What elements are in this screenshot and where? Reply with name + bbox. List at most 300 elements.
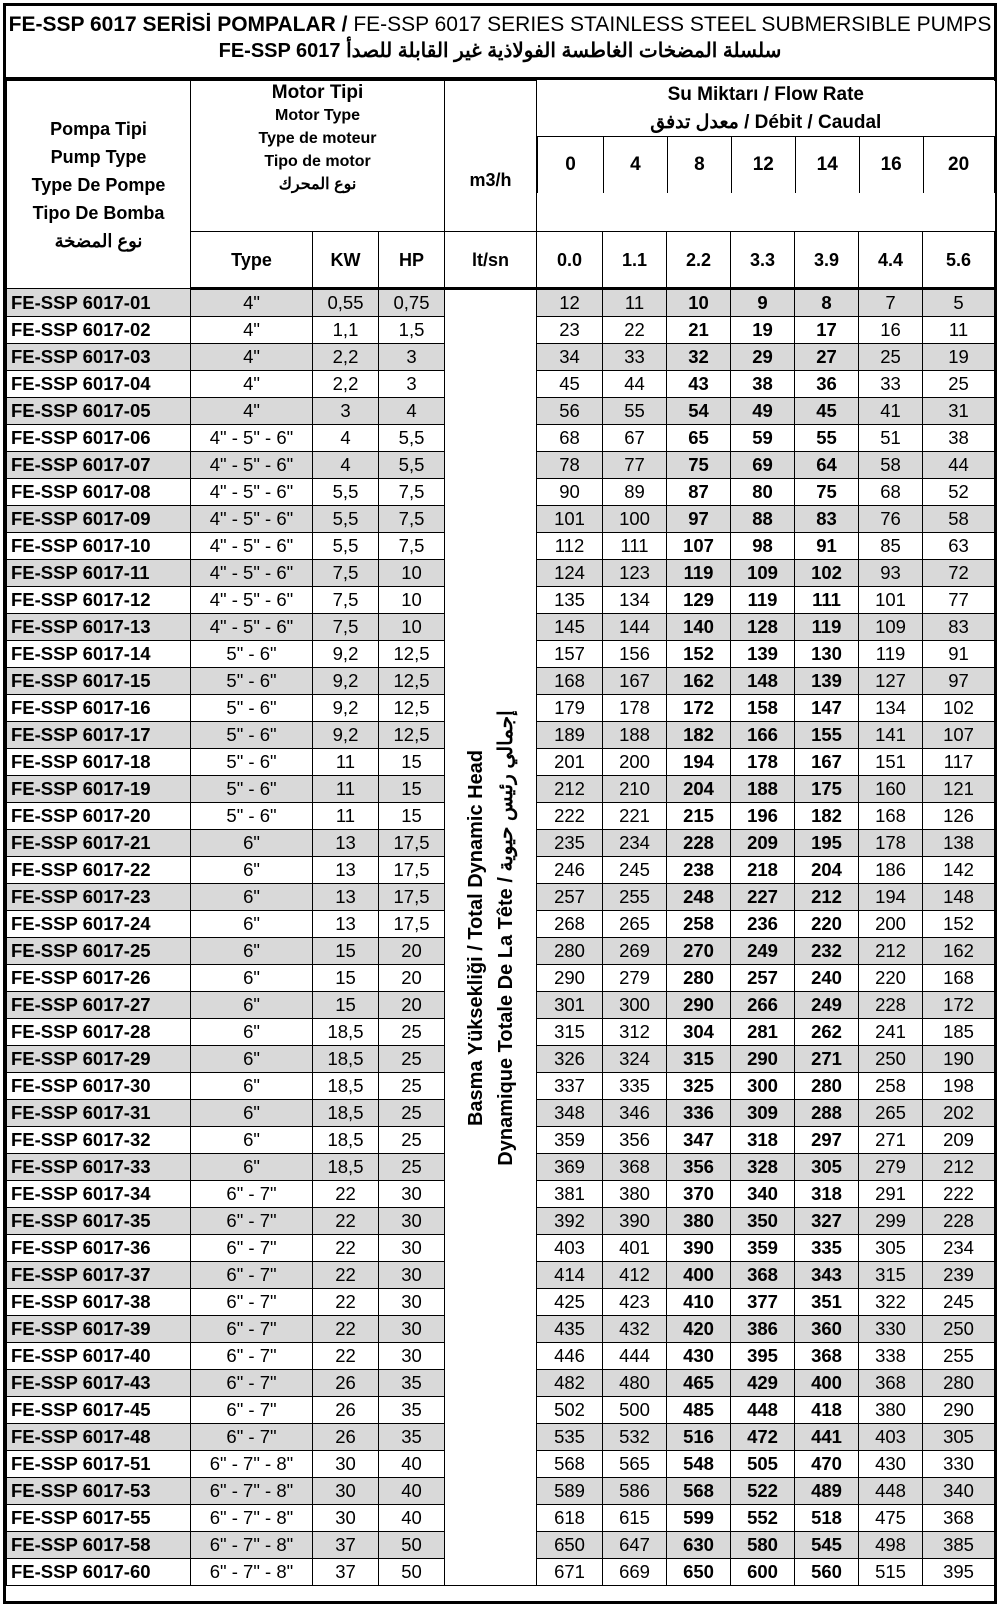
motor-kw: 22: [313, 1316, 379, 1343]
head-value: 448: [859, 1478, 923, 1505]
motor-hp: 25: [379, 1046, 445, 1073]
motor-kw: 11: [313, 803, 379, 830]
motor-size: 4" - 5" - 6": [191, 506, 313, 533]
head-value: 420: [667, 1316, 731, 1343]
motor-size: 4": [191, 371, 313, 398]
pump-model: FE-SSP 6017-13: [7, 614, 191, 641]
head-value: 423: [603, 1289, 667, 1316]
head-value: 64: [795, 452, 859, 479]
head-value: 100: [603, 506, 667, 533]
head-value: 435: [537, 1316, 603, 1343]
head-value: 69: [731, 452, 795, 479]
head-value: 156: [603, 641, 667, 668]
head-value: 279: [603, 965, 667, 992]
head-value: 78: [537, 452, 603, 479]
head-value: 586: [603, 1478, 667, 1505]
motor-size: 4": [191, 398, 313, 425]
motor-hp: 3: [379, 371, 445, 398]
head-value: 202: [923, 1100, 995, 1127]
head-value: 368: [923, 1505, 995, 1532]
motor-hp: 17,5: [379, 911, 445, 938]
head-value: 83: [795, 506, 859, 533]
head-value: 480: [603, 1370, 667, 1397]
head-value: 200: [603, 749, 667, 776]
head-value: 249: [731, 938, 795, 965]
head-value: 328: [731, 1154, 795, 1181]
head-value: 19: [923, 344, 995, 371]
motor-kw: 4: [313, 452, 379, 479]
head-value: 88: [731, 506, 795, 533]
head-value: 335: [603, 1073, 667, 1100]
head-value: 222: [923, 1181, 995, 1208]
head-value: 338: [859, 1343, 923, 1370]
head-value: 232: [795, 938, 859, 965]
unit-ltsn: lt/sn: [445, 232, 537, 289]
head-value: 245: [603, 857, 667, 884]
motor-kw: 18,5: [313, 1154, 379, 1181]
pump-model: FE-SSP 6017-09: [7, 506, 191, 533]
head-value: 465: [667, 1370, 731, 1397]
motor-kw: 7,5: [313, 614, 379, 641]
head-value: 91: [795, 533, 859, 560]
motor-hp: 4: [379, 398, 445, 425]
motor-size: 5" - 6": [191, 695, 313, 722]
head-value: 76: [859, 506, 923, 533]
head-value: 45: [537, 371, 603, 398]
head-value: 34: [537, 344, 603, 371]
motor-size: 6" - 7": [191, 1235, 313, 1262]
head-value: 350: [731, 1208, 795, 1235]
head-value: 195: [795, 830, 859, 857]
pump-model: FE-SSP 6017-58: [7, 1532, 191, 1559]
head-value: 489: [795, 1478, 859, 1505]
head-value: 7: [859, 289, 923, 317]
head-value: 368: [795, 1343, 859, 1370]
head-value: 290: [537, 965, 603, 992]
motor-kw: 18,5: [313, 1019, 379, 1046]
pump-model: FE-SSP 6017-05: [7, 398, 191, 425]
motor-size: 6": [191, 1046, 313, 1073]
motor-hp: 15: [379, 803, 445, 830]
pump-model: FE-SSP 6017-37: [7, 1262, 191, 1289]
motor-hp: 1,5: [379, 317, 445, 344]
motor-hp: 40: [379, 1505, 445, 1532]
pump-model: FE-SSP 6017-12: [7, 587, 191, 614]
motor-hp: 35: [379, 1424, 445, 1451]
flow-header-block: [537, 81, 995, 232]
motor-hp: 25: [379, 1019, 445, 1046]
motor-size: 6" - 7": [191, 1397, 313, 1424]
motor-kw: 2,2: [313, 371, 379, 398]
motor-kw: 30: [313, 1451, 379, 1478]
head-value: 29: [731, 344, 795, 371]
head-value: 305: [859, 1235, 923, 1262]
head-value: 385: [923, 1532, 995, 1559]
pump-model: FE-SSP 6017-53: [7, 1478, 191, 1505]
head-value: 80: [731, 479, 795, 506]
head-value: 326: [537, 1046, 603, 1073]
motor-size: 6": [191, 992, 313, 1019]
head-value: 186: [859, 857, 923, 884]
head-value: 500: [603, 1397, 667, 1424]
head-value: 380: [603, 1181, 667, 1208]
head-value: 410: [667, 1289, 731, 1316]
pump-type-hdr-line-1: Pump Type: [50, 146, 147, 167]
head-value: 5: [923, 289, 995, 317]
head-value: 280: [923, 1370, 995, 1397]
head-value: 185: [923, 1019, 995, 1046]
head-value: 228: [859, 992, 923, 1019]
pump-model: FE-SSP 6017-30: [7, 1073, 191, 1100]
flow-ltsn-5: 4.4: [859, 232, 923, 289]
motor-size: 6": [191, 857, 313, 884]
head-value: 130: [795, 641, 859, 668]
motor-size: 6": [191, 1073, 313, 1100]
flow-ltsn-6: 5.6: [923, 232, 995, 289]
motor-size: 6" - 7" - 8": [191, 1532, 313, 1559]
pump-type-hdr-line-0: Pompa Tipi: [50, 118, 147, 139]
head-value: 305: [923, 1424, 995, 1451]
type-header: Type: [191, 232, 313, 289]
pump-model: FE-SSP 6017-02: [7, 317, 191, 344]
motor-size: 6": [191, 1154, 313, 1181]
motor-hp: 25: [379, 1073, 445, 1100]
motor-size: 5" - 6": [191, 803, 313, 830]
head-value: 255: [923, 1343, 995, 1370]
head-value: 212: [859, 938, 923, 965]
motor-hp: 12,5: [379, 695, 445, 722]
head-value: 119: [731, 587, 795, 614]
head-value: 178: [859, 830, 923, 857]
head-value: 12: [537, 289, 603, 317]
head-value: 271: [795, 1046, 859, 1073]
title-line-2: سلسلة المضخات الغاطسة الفولاذية غير القابلة للصدأ FE-SSP 6017: [218, 40, 782, 62]
head-value: 236: [731, 911, 795, 938]
motor-size: 6" - 7": [191, 1316, 313, 1343]
motor-kw: 22: [313, 1262, 379, 1289]
head-value: 346: [603, 1100, 667, 1127]
pump-model: FE-SSP 6017-18: [7, 749, 191, 776]
head-value: 351: [795, 1289, 859, 1316]
head-value: 204: [667, 776, 731, 803]
pump-model: FE-SSP 6017-14: [7, 641, 191, 668]
head-value: 189: [537, 722, 603, 749]
motor-hp: 10: [379, 587, 445, 614]
motor-kw: 13: [313, 857, 379, 884]
head-value: 107: [923, 722, 995, 749]
flow-title-line-1: Débit / Caudal / معدل تدفق: [650, 111, 882, 133]
motor-kw: 26: [313, 1370, 379, 1397]
head-value: 650: [537, 1532, 603, 1559]
head-value: 135: [537, 587, 603, 614]
head-value: 615: [603, 1505, 667, 1532]
motor-hp: 30: [379, 1289, 445, 1316]
head-value: 77: [603, 452, 667, 479]
head-value: 356: [667, 1154, 731, 1181]
head-value: 31: [923, 398, 995, 425]
head-value: 166: [731, 722, 795, 749]
motor-size: 6": [191, 830, 313, 857]
head-value: 87: [667, 479, 731, 506]
motor-size: 4" - 5" - 6": [191, 614, 313, 641]
pump-model: FE-SSP 6017-15: [7, 668, 191, 695]
head-value: 68: [859, 479, 923, 506]
pump-model: FE-SSP 6017-43: [7, 1370, 191, 1397]
motor-hp: 25: [379, 1100, 445, 1127]
head-value: 330: [923, 1451, 995, 1478]
head-value: 129: [667, 587, 731, 614]
pump-model: FE-SSP 6017-33: [7, 1154, 191, 1181]
head-value: 52: [923, 479, 995, 506]
head-value: 258: [667, 911, 731, 938]
head-value: 75: [795, 479, 859, 506]
head-value: 370: [667, 1181, 731, 1208]
head-value: 11: [603, 289, 667, 317]
head-value: 522: [731, 1478, 795, 1505]
head-value: 198: [923, 1073, 995, 1100]
head-value: 255: [603, 884, 667, 911]
head-value: 38: [923, 425, 995, 452]
head-value: 305: [795, 1154, 859, 1181]
motor-hp: 7,5: [379, 479, 445, 506]
head-label-line-2: Dynamique Totale De La Tête / إجمالي رئيس حيوية: [494, 709, 517, 1166]
motor-type-hdr-line-2: Type de moteur: [258, 130, 377, 147]
head-value: 98: [731, 533, 795, 560]
motor-hp: 40: [379, 1451, 445, 1478]
head-value: 51: [859, 425, 923, 452]
motor-hp: 10: [379, 614, 445, 641]
flow-m3h-0: 0: [537, 137, 603, 193]
head-value: 178: [731, 749, 795, 776]
motor-hp: 7,5: [379, 533, 445, 560]
head-value: 158: [731, 695, 795, 722]
head-value: 444: [603, 1343, 667, 1370]
head-value: 58: [859, 452, 923, 479]
head-value: 83: [923, 614, 995, 641]
head-value: 380: [667, 1208, 731, 1235]
head-value: 403: [859, 1424, 923, 1451]
head-value: 505: [731, 1451, 795, 1478]
head-value: 109: [859, 614, 923, 641]
motor-kw: 9,2: [313, 668, 379, 695]
motor-kw: 13: [313, 830, 379, 857]
motor-kw: 7,5: [313, 587, 379, 614]
head-value: 124: [537, 560, 603, 587]
head-value: 144: [603, 614, 667, 641]
head-value: 178: [603, 695, 667, 722]
head-value: 63: [923, 533, 995, 560]
head-value: 227: [731, 884, 795, 911]
head-value: 589: [537, 1478, 603, 1505]
motor-type-hdr-line-0: Motor Tipi: [271, 82, 364, 103]
head-value: 448: [731, 1397, 795, 1424]
head-value: 16: [859, 317, 923, 344]
motor-kw: 22: [313, 1235, 379, 1262]
head-value: 43: [667, 371, 731, 398]
head-value: 9: [731, 289, 795, 317]
head-value: 134: [859, 695, 923, 722]
head-value: 138: [923, 830, 995, 857]
motor-size: 6" - 7": [191, 1181, 313, 1208]
head-value: 518: [795, 1505, 859, 1532]
head-value: 545: [795, 1532, 859, 1559]
head-value: 109: [731, 560, 795, 587]
head-value: 145: [537, 614, 603, 641]
kw-header: KW: [313, 232, 379, 289]
head-value: 300: [731, 1073, 795, 1100]
head-value: 141: [859, 722, 923, 749]
title-bold: FE-SSP 6017 SERİSİ POMPALAR /: [8, 13, 348, 36]
head-value: 175: [795, 776, 859, 803]
head-value: 97: [667, 506, 731, 533]
head-value: 290: [923, 1397, 995, 1424]
motor-kw: 0,55: [313, 289, 379, 317]
motor-kw: 9,2: [313, 641, 379, 668]
motor-size: 6" - 7": [191, 1424, 313, 1451]
pump-type-hdr-line-4: نوع المضخة: [54, 230, 143, 251]
pump-model: FE-SSP 6017-20: [7, 803, 191, 830]
motor-hp: 7,5: [379, 506, 445, 533]
motor-hp: 12,5: [379, 722, 445, 749]
head-value: 142: [923, 857, 995, 884]
motor-kw: 30: [313, 1505, 379, 1532]
flow-m3h-2: 8: [667, 137, 731, 193]
head-value: 228: [923, 1208, 995, 1235]
motor-kw: 15: [313, 992, 379, 1019]
flow-m3h-1: 4: [603, 137, 667, 193]
motor-size: 6": [191, 911, 313, 938]
motor-kw: 37: [313, 1532, 379, 1559]
motor-hp: 17,5: [379, 857, 445, 884]
head-value: 568: [537, 1451, 603, 1478]
motor-size: 6": [191, 1100, 313, 1127]
head-value: 89: [603, 479, 667, 506]
head-value: 257: [537, 884, 603, 911]
head-value: 172: [667, 695, 731, 722]
head-value: 599: [667, 1505, 731, 1532]
pump-model: FE-SSP 6017-08: [7, 479, 191, 506]
head-value: 58: [923, 506, 995, 533]
head-value: 265: [603, 911, 667, 938]
head-value: 502: [537, 1397, 603, 1424]
head-value: 356: [603, 1127, 667, 1154]
head-value: 515: [859, 1559, 923, 1586]
motor-size: 6" - 7" - 8": [191, 1478, 313, 1505]
head-value: 258: [859, 1073, 923, 1100]
head-value: 368: [603, 1154, 667, 1181]
motor-kw: 2,2: [313, 344, 379, 371]
head-value: 269: [603, 938, 667, 965]
head-value: 368: [859, 1370, 923, 1397]
motor-size: 6" - 7" - 8": [191, 1505, 313, 1532]
pump-model: FE-SSP 6017-23: [7, 884, 191, 911]
head-value: 36: [795, 371, 859, 398]
head-value: 152: [923, 911, 995, 938]
head-value: 395: [923, 1559, 995, 1586]
hp-header: HP: [379, 232, 445, 289]
head-value: 25: [859, 344, 923, 371]
pump-model: FE-SSP 6017-36: [7, 1235, 191, 1262]
head-value: 221: [603, 803, 667, 830]
head-value: 429: [731, 1370, 795, 1397]
motor-type-header: [191, 81, 445, 232]
head-value: 245: [923, 1289, 995, 1316]
motor-hp: 35: [379, 1370, 445, 1397]
pump-model: FE-SSP 6017-16: [7, 695, 191, 722]
motor-size: 4" - 5" - 6": [191, 425, 313, 452]
pump-model: FE-SSP 6017-21: [7, 830, 191, 857]
flow-title-line-0: Su Miktarı / Flow Rate: [667, 83, 864, 105]
head-value: 123: [603, 560, 667, 587]
motor-hp: 17,5: [379, 884, 445, 911]
head-value: 91: [923, 641, 995, 668]
head-value: 498: [859, 1532, 923, 1559]
head-value: 241: [859, 1019, 923, 1046]
pump-type-header: [7, 81, 191, 289]
pump-model: FE-SSP 6017-25: [7, 938, 191, 965]
pump-model: FE-SSP 6017-39: [7, 1316, 191, 1343]
head-value: 148: [731, 668, 795, 695]
head-value: 22: [603, 317, 667, 344]
head-value: 55: [603, 398, 667, 425]
head-value: 401: [603, 1235, 667, 1262]
head-value: 23: [537, 317, 603, 344]
flow-m3h-5: 16: [859, 137, 923, 193]
head-value: 119: [795, 614, 859, 641]
head-value: 101: [537, 506, 603, 533]
head-value: 128: [731, 614, 795, 641]
head-value: 200: [859, 911, 923, 938]
head-value: 403: [537, 1235, 603, 1262]
head-value: 59: [731, 425, 795, 452]
pump-model: FE-SSP 6017-31: [7, 1100, 191, 1127]
motor-size: 6" - 7" - 8": [191, 1559, 313, 1586]
motor-kw: 1,1: [313, 317, 379, 344]
head-value: 220: [859, 965, 923, 992]
head-value: 196: [731, 803, 795, 830]
motor-size: 6" - 7": [191, 1208, 313, 1235]
head-value: 218: [731, 857, 795, 884]
head-value: 348: [537, 1100, 603, 1127]
head-value: 600: [731, 1559, 795, 1586]
head-value: 390: [667, 1235, 731, 1262]
head-value: 140: [667, 614, 731, 641]
head-value: 107: [667, 533, 731, 560]
head-value: 111: [603, 533, 667, 560]
head-value: 482: [537, 1370, 603, 1397]
motor-hp: 17,5: [379, 830, 445, 857]
motor-hp: 30: [379, 1316, 445, 1343]
pump-model: FE-SSP 6017-01: [7, 289, 191, 317]
pump-model: FE-SSP 6017-34: [7, 1181, 191, 1208]
head-value: 425: [537, 1289, 603, 1316]
pump-model: FE-SSP 6017-17: [7, 722, 191, 749]
motor-size: 6" - 7": [191, 1343, 313, 1370]
head-value: 377: [731, 1289, 795, 1316]
head-value: 179: [537, 695, 603, 722]
motor-size: 4": [191, 317, 313, 344]
head-value: 324: [603, 1046, 667, 1073]
head-value: 446: [537, 1343, 603, 1370]
pump-model: FE-SSP 6017-06: [7, 425, 191, 452]
head-value: 75: [667, 452, 731, 479]
head-value: 532: [603, 1424, 667, 1451]
motor-hp: 12,5: [379, 641, 445, 668]
motor-size: 4" - 5" - 6": [191, 533, 313, 560]
motor-hp: 30: [379, 1181, 445, 1208]
head-value: 650: [667, 1559, 731, 1586]
pump-model: FE-SSP 6017-03: [7, 344, 191, 371]
